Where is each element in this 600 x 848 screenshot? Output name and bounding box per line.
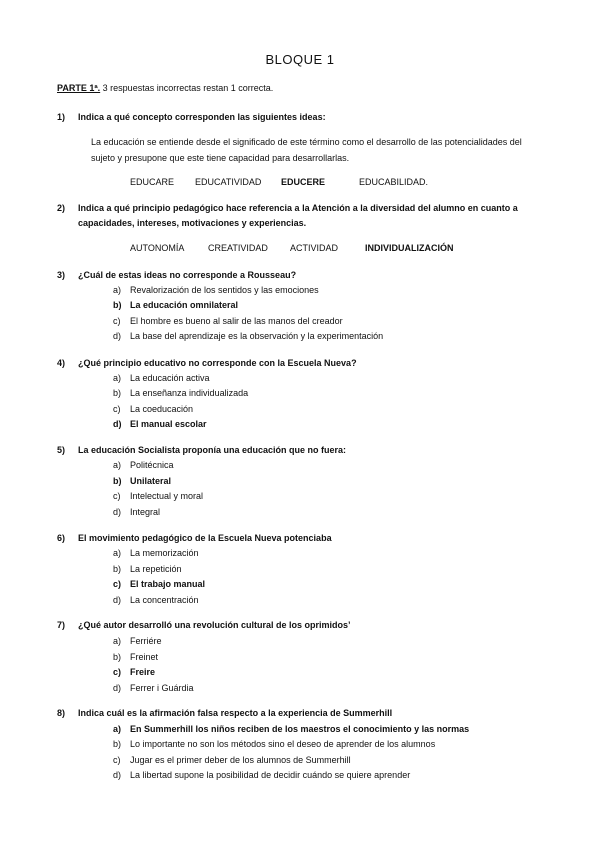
option-text: La concentración	[130, 595, 199, 605]
question-text: Indica a qué principio pedagógico hace referencia a la Atención a la diversidad del alumno en cuanto a capacidades, intereses, motivaciones y experiencias.	[78, 203, 518, 228]
option-text: La educación omnilateral	[130, 300, 239, 310]
question-text: El movimiento pedagógico de la Escuela Nueva potenciaba	[78, 533, 332, 543]
question-number: 6)	[57, 533, 66, 543]
question-text: ¿Cuál de estas ideas no corresponde a Rousseau?	[78, 270, 297, 280]
option-actividad: ACTIVIDAD	[290, 243, 339, 253]
parte-label: PARTE 1ª.	[57, 83, 101, 93]
question-number: 1)	[57, 112, 66, 122]
option-letter: d)	[113, 683, 122, 693]
question-text: ¿Qué principio educativo no corresponde con la Escuela Nueva?	[78, 358, 357, 368]
option-text: Politécnica	[130, 460, 174, 470]
option-letter: a)	[113, 373, 122, 383]
option-letter: b)	[113, 739, 122, 749]
option-letter: b)	[113, 564, 122, 574]
option-letter: c)	[113, 667, 122, 677]
option-letter: d)	[113, 770, 122, 780]
option-text: La enseñanza individualizada	[130, 388, 249, 398]
option-educatividad: EDUCATIVIDAD	[195, 177, 262, 187]
option-letter: b)	[113, 652, 122, 662]
question-number: 4)	[57, 358, 66, 368]
parte-text: 3 respuestas incorrectas restan 1 correcta.	[100, 83, 274, 93]
option-text: Unilateral	[130, 476, 172, 486]
option-text: La educación activa	[130, 373, 210, 383]
option-letter: a)	[113, 460, 122, 470]
page-title: BLOQUE 1	[265, 52, 335, 67]
option-text: El manual escolar	[130, 419, 207, 429]
option-text: La coeducación	[130, 404, 194, 414]
option-creatividad: CREATIVIDAD	[208, 243, 268, 253]
question-2-options	[130, 243, 454, 253]
option-individualizacion: INDIVIDUALIZACIÓN	[365, 243, 454, 253]
option-text: En Summerhill los niños reciben de los maestros el conocimiento y las normas	[130, 724, 470, 734]
option-text: La libertad supone la posibilidad de decidir cuándo se quiere aprender	[130, 770, 411, 780]
option-letter: a)	[113, 636, 122, 646]
option-text: Ferrer i Guárdia	[130, 683, 194, 693]
option-autonomia: AUTONOMÍA	[130, 243, 185, 253]
option-text: La memorización	[130, 548, 199, 558]
option-letter: c)	[113, 491, 121, 501]
option-letter: b)	[113, 476, 122, 486]
option-text: Intelectual y moral	[130, 491, 204, 501]
question-number: 8)	[57, 708, 66, 718]
parte-instructions	[57, 83, 273, 93]
question-text: Indica cuál es la afirmación falsa respecto a la experiencia de Summerhill	[78, 708, 393, 718]
option-letter: b)	[113, 300, 122, 310]
question-1-options	[130, 177, 428, 187]
option-text: La base del aprendizaje es la observación y la experimentación	[130, 331, 384, 341]
option-letter: d)	[113, 595, 122, 605]
question-number: 2)	[57, 203, 66, 213]
option-letter: a)	[113, 548, 122, 558]
option-text: Revalorización de los sentidos y las emociones	[130, 285, 319, 295]
option-text: El trabajo manual	[130, 579, 206, 589]
question-text: La educación Socialista proponía una educación que no fuera:	[78, 445, 347, 455]
question-text: ¿Qué autor desarrolló una revolución cultural de los oprimidos’	[78, 620, 351, 630]
option-educere: EDUCERE	[281, 177, 326, 187]
option-educabilidad: EDUCABILIDAD.	[359, 177, 429, 187]
option-letter: d)	[113, 419, 122, 429]
question-number: 7)	[57, 620, 66, 630]
option-letter: c)	[113, 404, 121, 414]
option-letter: a)	[113, 724, 122, 734]
option-letter: d)	[113, 507, 122, 517]
question-number: 5)	[57, 445, 66, 455]
option-letter: d)	[113, 331, 122, 341]
option-letter: c)	[113, 579, 122, 589]
question-number: 3)	[57, 270, 66, 280]
option-text: Ferriére	[130, 636, 162, 646]
option-text: Jugar es el primer deber de los alumnos de Summerhill	[130, 755, 351, 765]
option-text: El hombre es bueno al salir de las manos del creador	[130, 316, 343, 326]
option-text: Freire	[130, 667, 156, 677]
question-1-paragraph: La educación se entiende desde el significado de este término como el desarrollo de las potencialidades del sujeto y presupone que este tiene capacidad para desarrollarlas.	[91, 137, 522, 163]
option-letter: c)	[113, 755, 121, 765]
question-text: Indica a qué concepto corresponden las siguientes ideas:	[78, 112, 326, 122]
option-text: Integral	[130, 507, 161, 517]
option-educare: EDUCARE	[130, 177, 175, 187]
option-text: Lo importante no son los métodos sino el deseo de aprender de los alumnos	[130, 739, 436, 749]
option-text: Freinet	[130, 652, 159, 662]
option-text: La repetición	[130, 564, 182, 574]
option-letter: a)	[113, 285, 122, 295]
option-letter: c)	[113, 316, 121, 326]
option-letter: b)	[113, 388, 122, 398]
